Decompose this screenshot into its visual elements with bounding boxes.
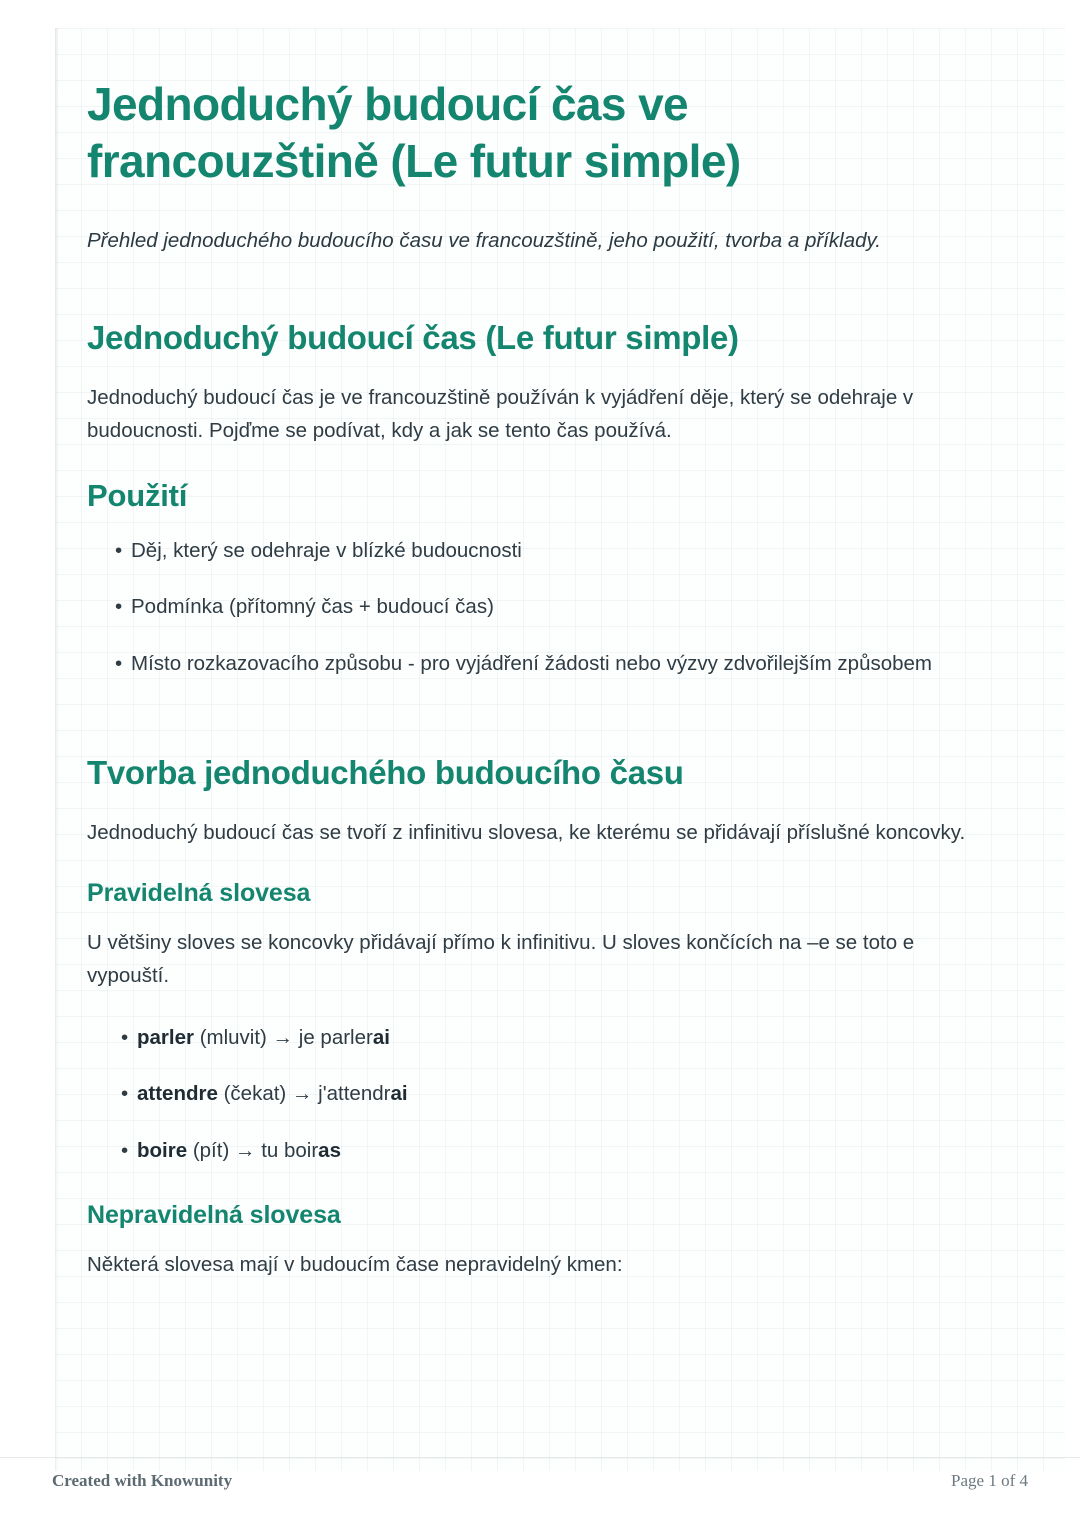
- example-verb: parler: [137, 1025, 194, 1049]
- example-form-ending: ai: [372, 1025, 390, 1049]
- list-item: • Místo rozkazovacího způsobu - pro vyjádření žádosti nebo výzvy zdvořilejším způsobem: [115, 649, 995, 680]
- section-heading-usage: Použití: [87, 477, 188, 513]
- list-item: [121, 1136, 1007, 1167]
- example-form-ending: as: [318, 1139, 341, 1163]
- regular-verbs-example-list: [87, 1023, 1007, 1167]
- section-heading-irregular-verbs: Nepravidelná slovesa: [87, 1200, 341, 1229]
- example-form-ending: ai: [390, 1082, 408, 1106]
- example-form-stem: j'attendr: [318, 1082, 391, 1106]
- arrow-icon: →: [291, 1082, 313, 1106]
- example-form-stem: tu boir: [261, 1139, 319, 1163]
- section-paragraph-intro: Jednoduchý budoucí čas je ve francouzštině používán k vyjádření děje, který se odehraje v budoucnosti. Pojďme se podívat, kdy a jak se tento čas používá.: [87, 386, 914, 443]
- section-paragraph-regular-verbs: U většiny sloves se koncovky přidávají přímo k infinitivu. U sloves končících na –e se toto e vypouští.: [87, 931, 915, 988]
- usage-list: [87, 536, 1007, 680]
- arrow-icon: →: [272, 1025, 294, 1049]
- list-item: [121, 1079, 1007, 1110]
- example-gloss: (čekat): [223, 1082, 287, 1106]
- example-verb: boire: [137, 1139, 188, 1163]
- list-item: [121, 1023, 1007, 1054]
- footer-page-number: Page 1 of 4: [951, 1470, 1028, 1490]
- section-heading-regular-verbs: Pravidelná slovesa: [87, 879, 311, 908]
- spacer: [87, 714, 1007, 754]
- section-heading-intro: Jednoduchý budoucí čas (Le futur simple): [87, 319, 739, 357]
- section-paragraph-formation: Jednoduchý budoucí čas se tvoří z infinitivu slovesa, ke kterému se přidávají příslušné koncovky.: [87, 820, 966, 844]
- document-page: [55, 28, 1065, 1471]
- footer-attribution: Created with Knowunity: [52, 1470, 233, 1490]
- page-footer: [0, 1457, 1080, 1503]
- example-gloss: (pít): [192, 1139, 230, 1163]
- example-form-stem: je parler: [298, 1025, 373, 1049]
- section-paragraph-irregular-verbs: Některá slovesa mají v budoucím čase nepravidelný kmen:: [87, 1252, 623, 1276]
- document-subtitle: Přehled jednoduchého budoucího času ve francouzštině, jeho použití, tvorba a příklady.: [87, 229, 881, 253]
- page-title: Jednoduchý budoucí čas ve francouzštině (Le futur simple): [87, 78, 741, 188]
- list-item: • Podmínka (přítomný čas + budoucí čas): [115, 592, 995, 623]
- list-item: • Děj, který se odehraje v blízké budoucnosti: [115, 536, 995, 567]
- document-content: [55, 28, 1065, 1281]
- example-verb: attendre: [137, 1082, 218, 1106]
- arrow-icon: →: [234, 1139, 256, 1163]
- example-gloss: (mluvit): [199, 1025, 267, 1049]
- section-heading-formation: Tvorba jednoduchého budoucího času: [87, 753, 684, 791]
